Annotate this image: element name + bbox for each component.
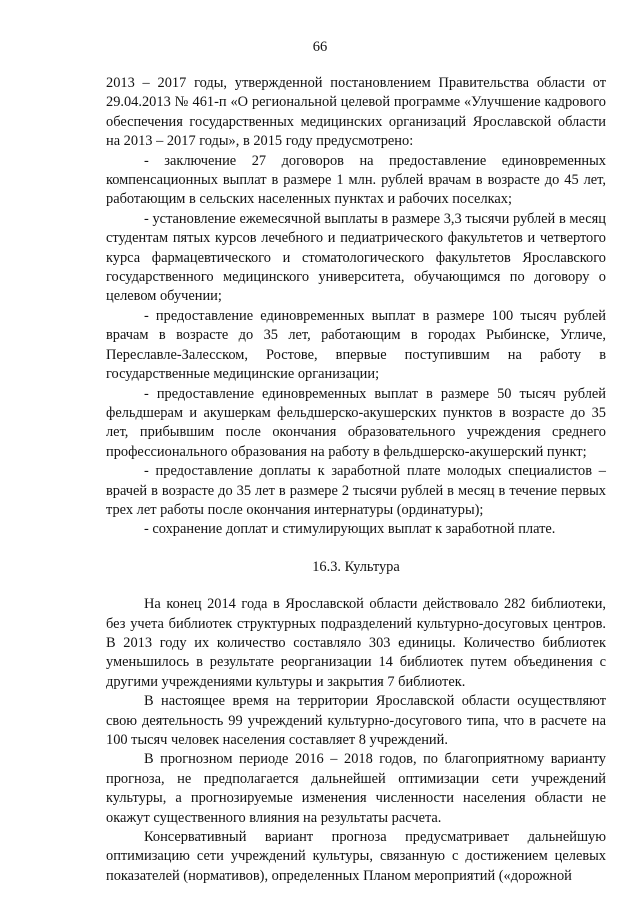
list-item: - заключение 27 договоров на предоставление единовременных компенсационных выплат в размере 1 млн. рублей врачам в возрасте до 45 лет, работающим в сельских населенных пунктах и рабочих поселках;	[106, 152, 606, 208]
intro-paragraph: 2013 – 2017 годы, утвержденной постановлением Правительства области от 29.04.2013 № 461-п «О региональной целевой программе «Улучшение кадрового обеспечения государственных медицинских организаций Ярославской области на 2013 – 2017 годы», в 2015 году предусмотрено:	[106, 75, 606, 150]
list-item: - предоставление единовременных выплат в размере 100 тысяч рублей врачам в возрасте до 35 лет, работающим в городах Рыбинске, Угличе, Переславле-Залесском, Ростове, впервые поступившим на работу в государственные медицинские организации;	[106, 307, 606, 383]
list-item: - предоставление доплаты к заработной плате молодых специалистов – врачей в возрасте до 35 лет в размере 2 тысячи рублей в месяц в течение первых трех лет работы после окончания интернатуры (ординатуры);	[106, 463, 606, 518]
page-body	[106, 74, 606, 886]
section-heading: 16.3. Культура	[312, 558, 400, 575]
page-number: 66	[312, 39, 328, 55]
list-item: - установление ежемесячной выплаты в размере 3,3 тысячи рублей в месяц студентам пятых курсов лечебного и педиатрического факультетов и четвертого курса фармацевтического и стоматологического факультетов Ярославского государственного медицинского университета, обучающимся по договору о целевом обучении;	[106, 210, 606, 305]
body-paragraph: Консервативный вариант прогноза предусматривает дальнейшую оптимизацию сети учреждений культуры, связанную с достижением целевых показателей (нормативов), определенных Планом мероприятий («дорожной	[106, 829, 606, 884]
body-paragraph: В прогнозном периоде 2016 – 2018 годов, по благоприятному варианту прогноза, не предполагается дальнейшей оптимизации сети учреждений культуры, а прогнозируемые изменения численности населения области не окажут существенного влияния на результаты расчета.	[106, 751, 606, 826]
body-paragraph: В настоящее время на территории Ярославской области осуществляют свою деятельность 99 учреждений культурно-досугового типа, что в расчете на 100 тысяч человек населения составляет 8 учреждений.	[106, 693, 606, 748]
list-item: - предоставление единовременных выплат в размере 50 тысяч рублей фельдшерам и акушеркам фельдшерско-акушерских пунктов в возрасте до 35 лет, прибывшим после окончания образовательного учреждения среднего профессионального образования на работу в фельдшерско-акушерский пункт;	[106, 385, 606, 460]
body-paragraph: На конец 2014 года в Ярославской области действовало 282 библиотеки, без учета библиотек структурных подразделений культурно-досуговых центров. В 2013 году их количество составляло 303 единицы. Количество библиотек уменьшилось в результате реорганизации 14 библиотек путем объединения с другими учреждениями культуры и закрытия 7 библиотек.	[106, 596, 606, 690]
list-item: - сохранение доплат и стимулирующих выплат к заработной плате.	[144, 521, 556, 538]
